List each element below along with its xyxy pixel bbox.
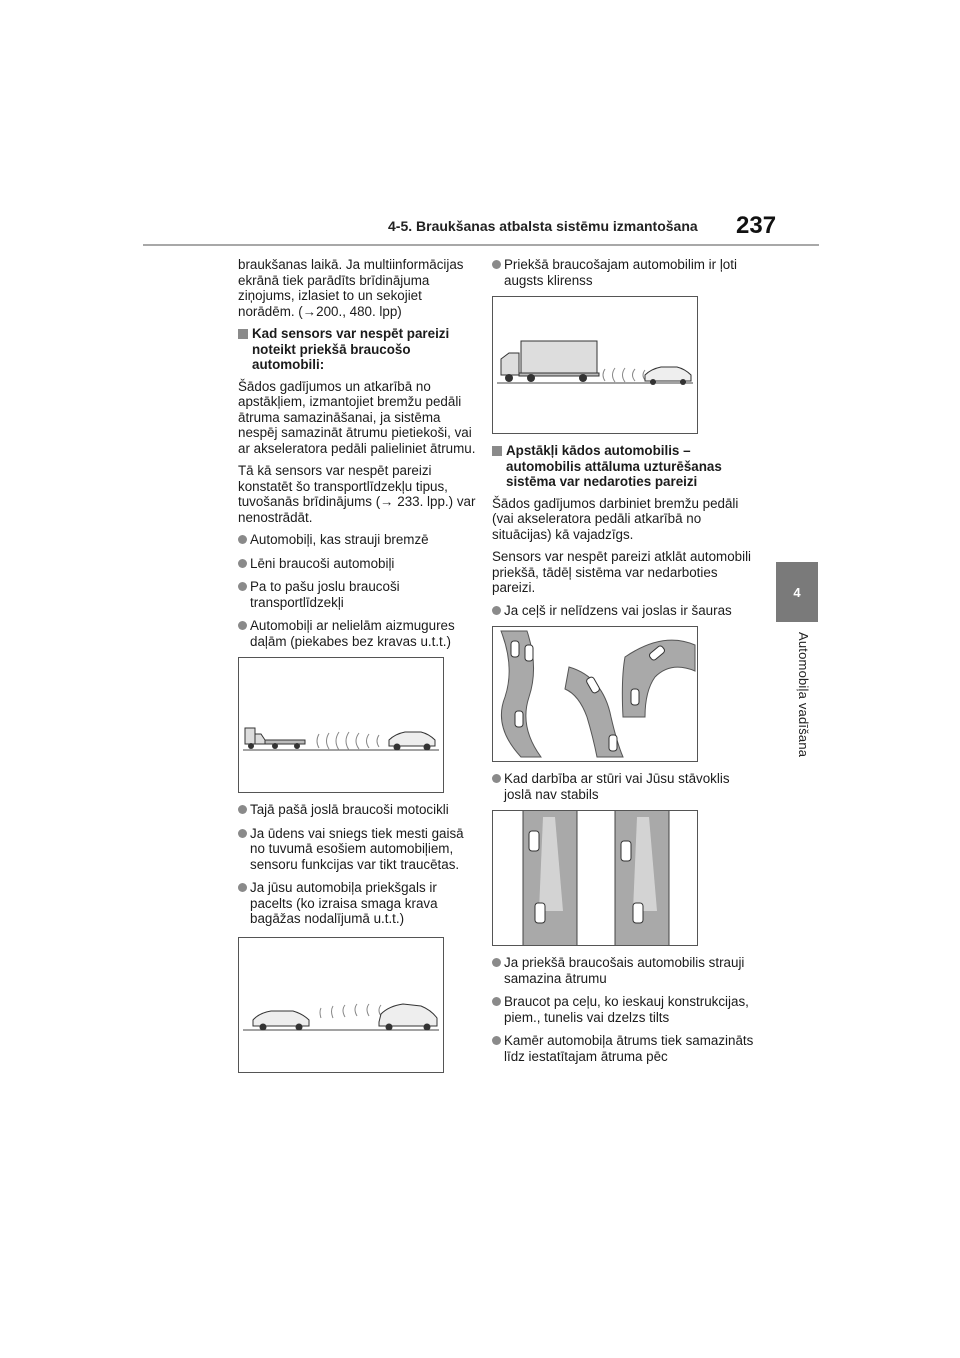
bullet-icon (238, 559, 247, 568)
section-square-icon (238, 329, 248, 339)
winding-road-illustration (492, 626, 698, 762)
paragraph: Sensors var nespēt pareizi atklāt automobili priekšā, tādēļ sistēma var nedarboties pareizi. (492, 549, 752, 595)
list-item (492, 603, 754, 619)
lane-position-illustration (492, 810, 698, 946)
list-item-text: Ja priekšā braucošais automobilis strauji samazina ātrumu (504, 955, 745, 986)
intro-text: braukšanas laikā. Ja multiinformācijas ekrānā tiek parādīts brīdinājuma ziņojums, izlasiet to un sekojiet norādēm. (→200., 480. lpp) (238, 257, 464, 319)
list-item (492, 994, 754, 1025)
raised-front-illustration (238, 937, 444, 1073)
list-item-text: Braucot pa ceļu, ko ieskauj konstrukcijas, piem., tunelis vai dzelzs tilts (504, 994, 749, 1025)
bullet-icon (238, 805, 247, 814)
list-item-text: Priekšā braucošajam automobilim ir ļoti augsts klirenss (504, 257, 737, 288)
right-column (492, 257, 754, 1072)
section-heading-conditions (492, 443, 754, 490)
bullet-icon (238, 621, 247, 630)
list-item-text: Lēni braucoši automobiļi (250, 555, 395, 571)
bullet-icon (238, 582, 247, 591)
list-item (492, 955, 754, 986)
list-item-text: Kad darbība ar stūri vai Jūsu stāvoklis joslā nav stabils (504, 771, 730, 802)
bullet-icon (238, 535, 247, 544)
bullet-icon (238, 883, 247, 892)
bullet-icon (492, 774, 501, 783)
left-column (238, 257, 476, 1082)
chapter-label: Automobiļa vadīšana (796, 632, 811, 758)
paragraph: Tā kā sensors var nespēt pareizi konstatēt šo transportlīdzekļu tipus, tuvošanās brīdinājums (→ 233. lpp.) var nenostrādāt. (238, 463, 476, 525)
list-item-text: Ja ūdens vai sniegs tiek mesti gaisā no tuvumā esošiem automobiļiem, sensoru funkcijas var tikt traucētas. (250, 825, 464, 872)
high-clearance-truck-illustration (492, 296, 698, 434)
list-item (238, 556, 476, 572)
section-heading-detection (238, 326, 476, 373)
bullet-icon (492, 260, 501, 269)
list-item-text: Pa to pašu joslu braucoši transportlīdzekļi (250, 579, 400, 610)
list-item (238, 880, 476, 927)
list-item-text: Tajā pašā joslā braucoši motocikli (250, 802, 449, 817)
list-item (492, 257, 754, 288)
list-item (492, 771, 754, 802)
bullet-icon (492, 1036, 501, 1045)
list-item-text: Automobiļi, kas strauji bremzē (250, 532, 429, 547)
list-item-text: Automobiļi ar nelielām aizmugures daļām (piekabes bez kravas u.t.t.) (250, 618, 455, 649)
list-item-text: Ja ceļš ir nelīdzens vai joslas ir šauras (504, 602, 732, 618)
list-item (238, 618, 476, 649)
list-item (238, 802, 476, 818)
list-item-text: Ja jūsu automobiļa priekšgals ir pacelts (ko izraisa smaga krava bagāžas nodalījumā u.t.t.) (250, 880, 438, 926)
list-item (238, 579, 476, 610)
paragraph: Šādos gadījumos darbiniet bremžu pedāli (vai akseleratora pedāli atkarībā no situācijas) kā vajadzīgs. (492, 495, 739, 542)
section-heading-text: Kad sensors var nespēt pareizi noteikt priekšā braucošo automobili: (252, 326, 450, 372)
paragraph: Šādos gadījumos un atkarībā no apstākļiem, izmantojiet bremžu pedāli ātruma samazināšanai, ja sistēma nespēj samazināt ātrumu pietiekoši, vai ar akseleratora pedāli palieliniet ātrumu. (238, 378, 476, 456)
header-rule (143, 244, 819, 246)
bullet-icon (238, 829, 247, 838)
bullet-icon (492, 606, 501, 615)
section-title: 4-5. Braukšanas atbalsta sistēmu izmantošana (388, 218, 698, 234)
list-item (238, 532, 476, 548)
list-item-text: Kamēr automobiļa ātrums tiek samazināts līdz iestatītajam ātruma pēc (504, 1033, 754, 1064)
chapter-tab: 4 (776, 562, 818, 622)
trailer-illustration (238, 657, 444, 793)
list-item (492, 1033, 754, 1064)
page-number: 237 (736, 212, 777, 239)
bullet-icon (492, 958, 501, 967)
list-item (238, 826, 476, 873)
bullet-icon (492, 997, 501, 1006)
section-heading-text: Apstākļi kādos automobilis – automobilis attāluma uzturēšanas sistēma var nedaroties pareizi (506, 443, 722, 489)
section-square-icon (492, 446, 502, 456)
